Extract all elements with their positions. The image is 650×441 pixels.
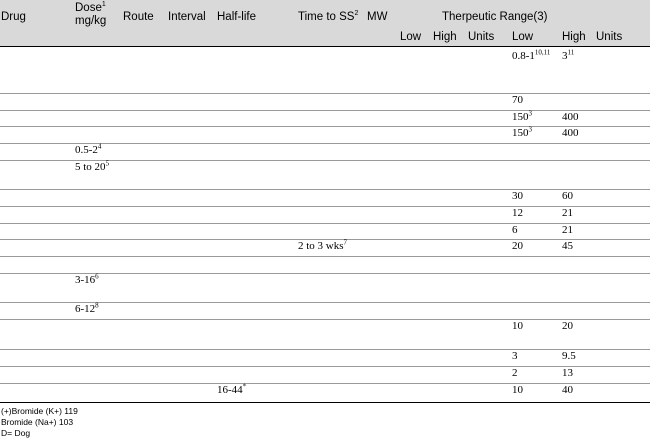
header-drug: Drug <box>1 11 26 23</box>
header-dose-unit: mg/kg <box>75 15 107 27</box>
cell-low-2: 70 <box>512 94 523 106</box>
cell-low-2: 20 <box>512 240 523 252</box>
row-rule <box>0 189 650 190</box>
header-mw: MW <box>367 11 388 23</box>
cell-dose: $0.5-2^4$ <box>75 142 102 156</box>
cell-low-2: 10 <box>512 320 523 332</box>
row-rule <box>0 349 650 350</box>
cell-high-2: 40 <box>562 384 573 396</box>
header-rule <box>0 46 650 47</box>
bottom-rule <box>0 402 650 403</box>
row-rule <box>0 93 650 94</box>
cell-high-2: 21 <box>562 224 573 236</box>
row-rule <box>0 319 650 320</box>
cell-high-2: 45 <box>562 240 573 252</box>
header-units-2: Units <box>596 31 623 43</box>
cell-high-2: $3^{11}$ <box>562 48 575 62</box>
cell-high-2: 20 <box>562 320 573 332</box>
cell-low-2: 6 <box>512 224 518 236</box>
cell-high-2: 9.5 <box>562 350 576 362</box>
cell-low-2: $150^3$ <box>512 109 532 123</box>
cell-high-2: 400 <box>562 111 579 123</box>
header-low-2: Low <box>512 31 534 43</box>
cell-low-2: 10 <box>512 384 523 396</box>
cell-low-2: 2 <box>512 367 518 379</box>
header-low-1: Low <box>400 31 422 43</box>
footnote-bromide-na: Bromide (Na+) 103 <box>1 417 74 427</box>
row-rule <box>0 206 650 207</box>
row-rule <box>0 256 650 257</box>
footnote-bromide-k: (+)Bromide (K+) 119 <box>1 406 78 416</box>
cell-high-2: 400 <box>562 127 579 139</box>
cell-low-2: $150^3$ <box>512 125 532 139</box>
row-rule <box>0 110 650 111</box>
header-route: Route <box>123 11 154 23</box>
cell-high-2: 60 <box>562 190 573 202</box>
header-time-to-ss: Time to $SS^2$ <box>298 10 359 23</box>
cell-low-2: 3 <box>512 350 518 362</box>
cell-low-2: 12 <box>512 207 523 219</box>
header-units-1: Units <box>468 31 495 43</box>
header-half-life: Half-life <box>217 11 256 23</box>
row-rule <box>0 223 650 224</box>
cell-low-2: 0.8-1$^{10,11}$ <box>512 48 551 62</box>
header-therapeutic-range: Therpeutic Range(3) <box>442 11 548 23</box>
cell-time-to-ss: 2 to 3 wks$^7$ <box>298 238 348 252</box>
row-rule <box>0 383 650 384</box>
header-interval: Interval <box>168 11 206 23</box>
cell-dose: $6-12^8$ <box>75 301 99 315</box>
cell-dose: $3-16^6$ <box>75 272 99 286</box>
cell-low-2: 30 <box>512 190 523 202</box>
footnote-dog: D= Dog <box>1 428 31 438</box>
cell-high-2: 13 <box>562 367 573 379</box>
cell-half-life: 16-44* <box>217 382 247 396</box>
cell-dose: 5 to $20^5$ <box>75 159 110 173</box>
header-high-2: High <box>562 31 586 43</box>
row-rule <box>0 126 650 127</box>
cell-high-2: 21 <box>562 207 573 219</box>
row-rule <box>0 366 650 367</box>
header-high-1: High <box>433 31 457 43</box>
header-dose: Dose$^1$ <box>75 1 106 14</box>
